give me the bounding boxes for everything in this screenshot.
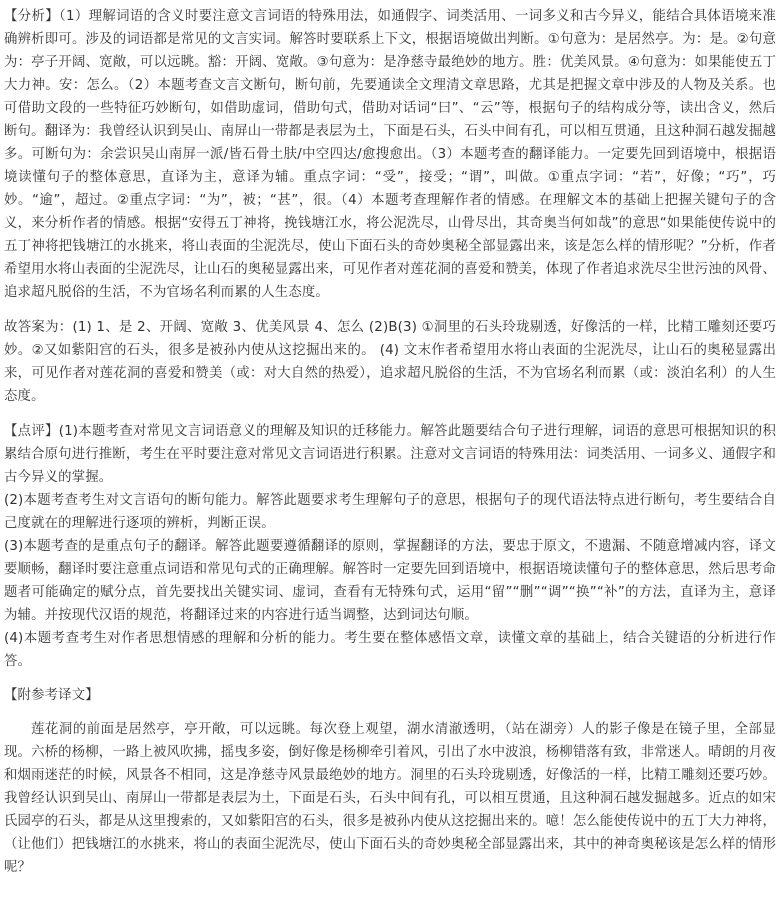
comment-paragraph-4: (4)本题考查考生对作者思想情感的理解和分析的能力。考生要在整体感悟文章，读懂文章的基础上，结合关键语的分析进行作答。 xyxy=(4,631,776,669)
section-divider xyxy=(4,673,776,684)
comment-paragraph-2: (2)本题考查考生对文言语句的断句能力。解答此题要求考生理解句子的意思，根据句子的现代语法特点进行断句，考生要结合自己度就在的理解进行逐项的辨析，判断正误。 xyxy=(4,493,776,531)
section-divider xyxy=(4,408,776,420)
comment-paragraph-3: (3)本题考查的是重点句子的翻译。解答此题要遵循翻译的原则，掌握翻译的方法，要忠于原文，不遗漏、不随意增减内容，译文要顺畅，翻译时要注意重点词语和常见句式的正确理解。解答时一定要先回到语境中，根据语境读懂句子的整体意思，然后思考命题者可能确定的赋分点，首先要找出关键实词、虚词，查看有无特殊句式，运用“留”“删”“调”“换”“补”的方法，直译为主，意译为辅。并按现代汉语的规范，将翻译过来的内容进行适当调整，达到词达句顺。 xyxy=(4,539,776,623)
answer-paragraph: 故答案为：(1) 1、是 2、开阔、宽敞 3、优美风景 4、怎么 (2)B(3) ①洞里的石头玲珑剔透，好像活的一样，比精工雕刻还要巧妙。②又如紫阳宫的石头，很多是被孙内使从这挖掘出来的。 (4) 文末作者希望用水将山表面的尘泥洗尽，让山石的奥秘显露出来，可见作者对莲花洞的喜爱和赞美（或：对大自然的热爱），追求超凡脱俗的生活，不为官场名利而累（或：淡泊名利）的人生态度。 xyxy=(4,320,776,404)
section-divider xyxy=(4,304,776,316)
translation-body: 莲花洞的前面是居然亭，亭开敞，可以远眺。每次登上观望，湖水清澈透明，（站在湖旁）人的影子像是在镜子里，全部显现。六桥的杨柳，一路上被风吹拂，摇曳多姿，倒好像是杨柳牵引着风，引出了水中波浪，杨柳错落有致，非常迷人。晴朗的月夜和烟雨迷茫的时候，风景各不相同，这是净慈寺风景最绝妙的地方。洞里的石头玲珑剔透，好像活的一样，比精工雕刻还要巧妙。我曾经认识到吴山、南屏山一带都是表层为土，下面是石头，石头中间有孔，可以相互贯通，且这种洞石越发掘越多。近点的如宋氏园亭的石头，都是从这里搜索的，又如紫阳宫的石头，很多是被孙内使从这挖掘出来的。噫！怎么能使传说中的五丁大力神将，（让他们）把钱塘江的水挑来，将山的表面尘泥洗尽，使山下面石头的奇妙奥秘全部显露出来，其中的神奇奥秘该是怎么样的情形呢？ xyxy=(4,722,776,875)
comment-paragraph-1: 【点评】(1)本题考查对常见文言词语意义的理解及知识的迁移能力。解答此题要结合句子进行理解，词语的意思可根据知识的积累结合原句进行推断，考生在平时要注意对常见文言词语进行积累。注意对文言词语的特殊用法：词类活用、一词多义、通假字和古今异义的掌握。 xyxy=(4,424,776,485)
translation-heading: 【附参考译文】 xyxy=(4,688,99,703)
analysis-paragraph: 【分析】（1）理解词语的含义时要注意文言词语的特殊用法，如通假字、词类活用、一词多义和古今异义，能结合具体语境来准确辨析即可。涉及的词语都是常见的文言实词。解答时要联系上下文，根据语境做出判断。①句意为：是居然亭。为：是。②句意为：亭子开阔、宽敞，可以远眺。豁：开阔、宽敞。③句意为：是净慈寺最绝妙的地方。胜：优美风景。④句意为：如果能使五丁大力神。安：怎么。（2）本题考查文言文断句，断句前，先要通读全文理清文章思路，尤其是把握文章中涉及的人物及关系。也可借助文段的一些特征巧妙断句，如借助虚词，借助句式，借助对话词“曰”、“云”等，根据句子的结构成分等，读出含义，然后断句。翻译为：我曾经认识到吴山、南屏山一带都是表层为土，下面是石头，石头中间有孔，可以相互贯通，且这种洞石越发掘越多。可断句为：余尝识吴山南屏一派/皆石骨土肤/中空四达/愈搜愈出。（3）本题考查的翻译能力。一定要先回到语境中，根据语境读懂句子的整体意思，直译为主，意译为辅。重点字词：“受”，接受；“谓”，叫做。①重点字词：“若”，好像；“巧”，巧妙。“逾”，超过。②重点字词：“为”，被；“甚”，很。（4）本题考查理解作者的情感。在理解文本的基础上把握关键句子的含义，来分析作者的情感。根据“安得五丁神将，挽钱塘江水，将公泥洗尽，山骨尽出，其奇奥当何如哉”的意思“如果能使传说中的五丁神将把钱塘江的水挑来，将山表面的尘泥洗尽，使山下面石头的奇妙奥秘全部显露出来，该是怎么样的情形呢？”分析，作者希望用水将山表面的尘泥洗尽，让山石的奥秘显露出来，可见作者对莲花洞的喜爱和赞美，体现了作者追求洗尽尘世污浊的风骨、追求超凡脱俗的生活，不为官场名利而累的人生态度。 xyxy=(4,9,776,300)
section-divider xyxy=(4,707,776,718)
